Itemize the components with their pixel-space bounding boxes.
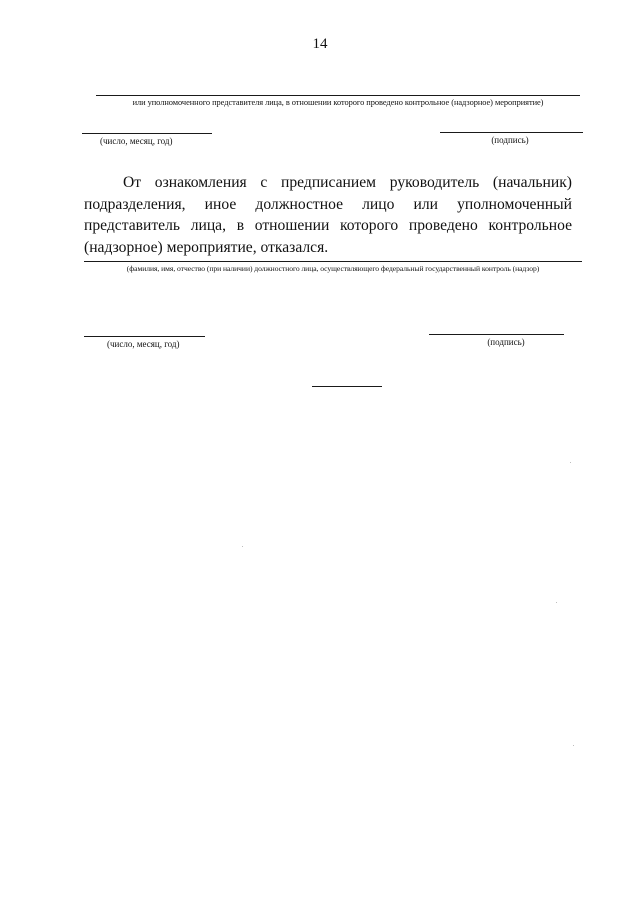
refusal-line: представитель лица, в отношении которого проведено контрольное: [84, 217, 572, 234]
refusal-line: подразделения, иное должностное лицо или уполномоченный: [84, 195, 572, 213]
top-date-line: [82, 133, 212, 134]
scan-speck: [570, 462, 571, 463]
representative-line: [96, 95, 580, 96]
end-separator: [312, 386, 382, 387]
refusal-paragraph: [84, 172, 572, 258]
official-signature-line: [429, 334, 564, 335]
top-signature-line: [440, 132, 583, 133]
scan-speck: [573, 745, 574, 746]
official-caption: (фамилия, имя, отчество (при наличии) должностного лица, осуществляющего федеральный государственный контроль (надзор): [126, 264, 540, 273]
top-date-caption: (число, месяц, год): [100, 136, 173, 146]
top-signature-caption: (подпись): [491, 135, 529, 145]
official-date-line: [84, 336, 205, 337]
official-date-caption: (число, месяц, год): [107, 339, 180, 349]
page-number: 14: [312, 36, 328, 52]
refusal-line: От ознакомления с предписанием руководитель (начальник): [123, 174, 572, 191]
official-line: [84, 261, 582, 262]
refusal-line: (надзорное) мероприятие, отказался.: [84, 238, 329, 256]
scan-speck: [242, 546, 243, 547]
scan-speck: [556, 602, 557, 603]
representative-caption: или уполномоченного представителя лица, в отношении которого проведено контрольное (надзорное) мероприятие): [132, 98, 544, 107]
official-signature-caption: (подпись): [487, 337, 525, 347]
